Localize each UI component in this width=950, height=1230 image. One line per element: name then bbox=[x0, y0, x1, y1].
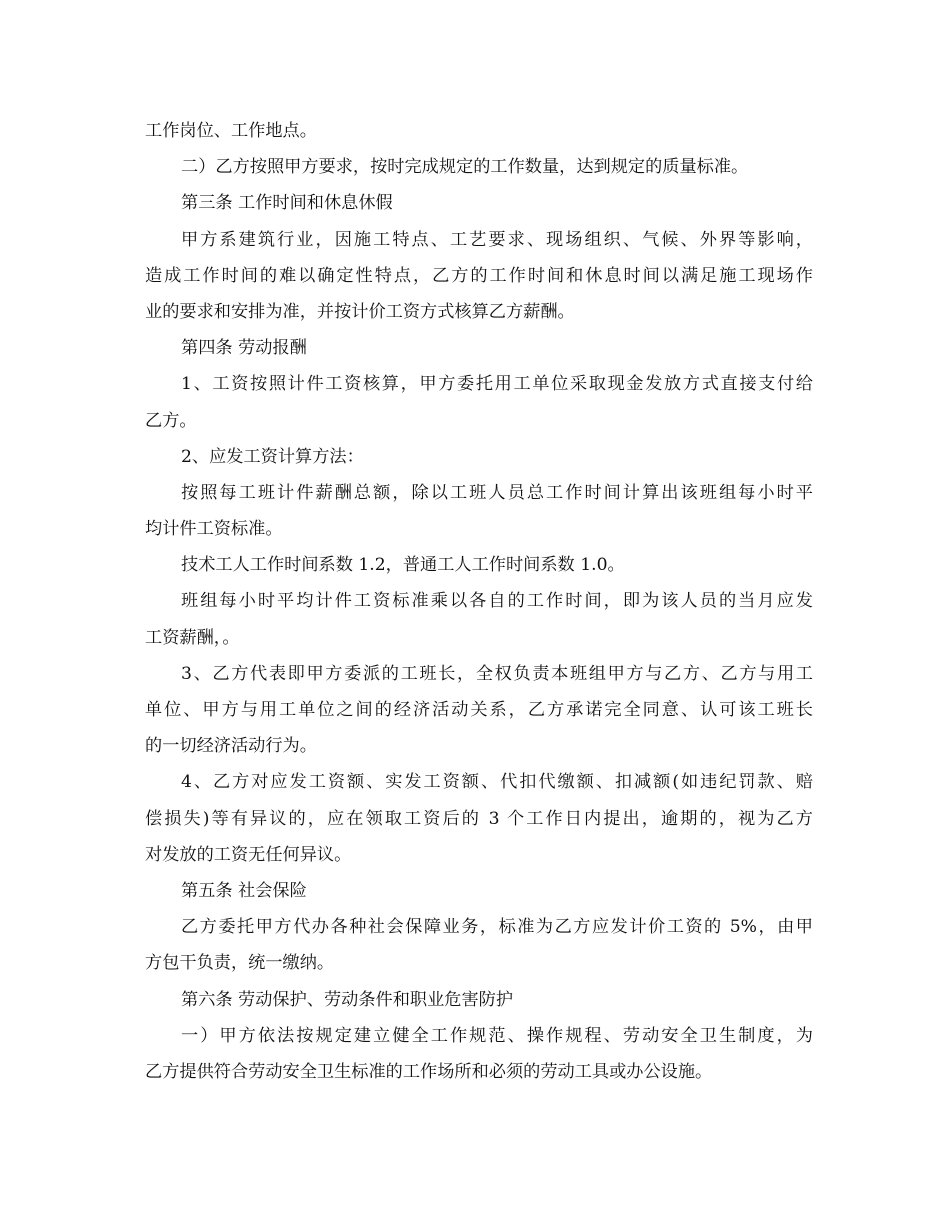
text-line: 按照每工班计件薪酬总额，除以工班人员总工作时间计算出该班组每小时平 bbox=[181, 482, 813, 503]
text-line: 对发放的工资无任何异议。 bbox=[145, 844, 352, 865]
text-line: 一）甲方依法按规定建立健全工作规范、操作规程、劳动安全卫生制度，为 bbox=[181, 1025, 813, 1046]
text-line: 均计件工资标准。 bbox=[145, 519, 283, 540]
text-line: 工资薪酬，。 bbox=[145, 627, 240, 648]
text-line: 单位、甲方与用工单位之间的经济活动关系，乙方承诺完全同意、认可该工班长 bbox=[145, 700, 813, 720]
text-line: 班组每小时平均计件工资标准乘以各自的工作时间，即为该人员的当月应发 bbox=[181, 591, 813, 612]
section-heading: 第四条 劳动报酬 bbox=[181, 338, 307, 359]
text-line: 的一切经济活动行为。 bbox=[145, 736, 317, 757]
text-line: 乙方。 bbox=[145, 410, 197, 431]
text-line: 二）乙方按照甲方要求，按时完成规定的工作数量，达到规定的质量标准。 bbox=[181, 157, 749, 178]
text-line: 业的要求和安排为准，并按计价工资方式核算乙方薪酬。 bbox=[145, 301, 575, 322]
text-line: 2、应发工资计算方法： bbox=[181, 446, 364, 467]
text-line: 甲方系建筑行业，因施工特点、工艺要求、现场组织、气候、外界等影响， bbox=[181, 229, 813, 250]
text-line: 偿损失)等有异议的，应在领取工资后的 3 个工作日内提出，逾期的，视为乙方 bbox=[145, 808, 813, 829]
text-line: 乙方委托甲方代办各种社会保障业务，标准为乙方应发计价工资的 5%，由甲 bbox=[181, 917, 813, 938]
text-line: 3、乙方代表即甲方委派的工班长，全权负责本班组甲方与乙方、乙方与用工 bbox=[181, 663, 813, 684]
text-line: 方包干负责，统一缴纳。 bbox=[145, 953, 335, 974]
text-line: 4、乙方对应发工资额、实发工资额、代扣代缴额、扣减额(如违纪罚款、赔 bbox=[181, 772, 813, 793]
section-heading: 第六条 劳动保护、劳动条件和职业危害防护 bbox=[181, 989, 514, 1010]
text-line: 乙方提供符合劳动安全卫生标准的工作场所和必须的劳动工具或办公设施。 bbox=[145, 1061, 713, 1082]
section-heading: 第三条 工作时间和休息休假 bbox=[181, 193, 393, 214]
text-line: 造成工作时间的难以确定性特点，乙方的工作时间和休息时间以满足施工现场作 bbox=[145, 265, 813, 286]
text-line: 技术工人工作时间系数 1.2，普通工人工作时间系数 1.0。 bbox=[181, 555, 625, 576]
text-line: 工作岗位、工作地点。 bbox=[145, 121, 317, 141]
text-line: 1、工资按照计件工资核算，甲方委托用工单位采取现金发放方式直接支付给 bbox=[181, 374, 813, 395]
section-heading: 第五条 社会保险 bbox=[181, 880, 307, 901]
document-body bbox=[145, 113, 813, 1090]
